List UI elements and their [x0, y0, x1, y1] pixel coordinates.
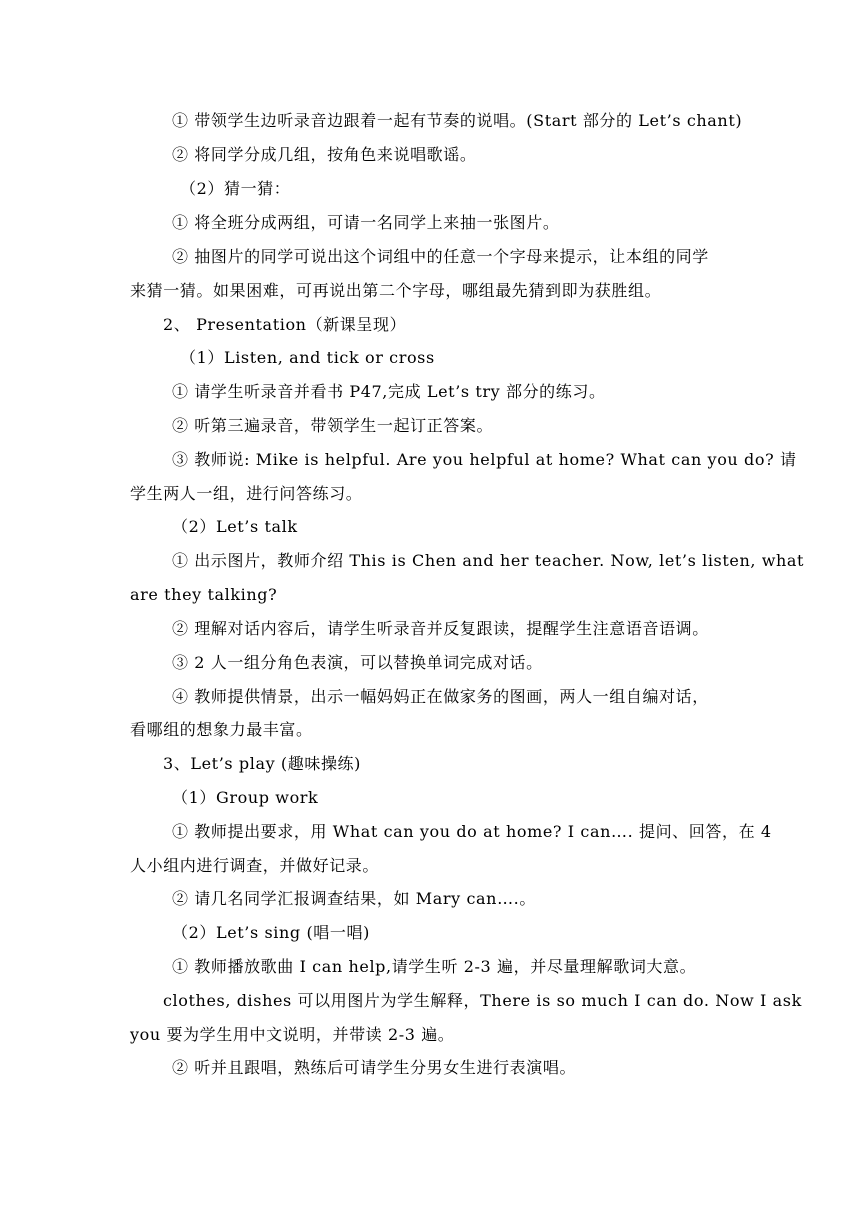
- text-line: ② 请几名同学汇报调查结果，如 Mary can….。: [172, 889, 536, 908]
- text-line: 人小组内进行调查，并做好记录。: [130, 856, 380, 875]
- text-line: 看哪组的想象力最丰富。: [130, 720, 313, 739]
- text-line: ③ 教师说: Mike is helpful. Are you helpful at home? What can you do? 请: [172, 450, 797, 469]
- text-line: （2）Let’s sing (唱一唱): [172, 923, 370, 942]
- text-line: （1）Listen, and tick or cross: [180, 348, 435, 367]
- text-line: ② 抽图片的同学可说出这个词组中的任意一个字母来提示，让本组的同学: [172, 247, 709, 266]
- text-line: ① 出示图片，教师介绍 This is Chen and her teacher. Now, let’s listen, what: [172, 551, 805, 570]
- text-line: are they talking?: [130, 585, 278, 604]
- text-line: clothes, dishes 可以用图片为学生解释，There is so much I can do. Now I ask: [163, 991, 802, 1010]
- text-line: ② 听第三遍录音，带领学生一起订正答案。: [172, 416, 494, 435]
- text-line: ① 教师播放歌曲 I can help,请学生听 2-3 遍，并尽量理解歌词大意。: [172, 957, 697, 976]
- text-line: ③ 2 人一组分角色表演，可以替换单词完成对话。: [172, 653, 543, 672]
- text-line: ② 理解对话内容后，请学生听录音并反复跟读，提醒学生注意语音语调。: [172, 619, 709, 638]
- section-heading: 2、 Presentation（新课呈现）: [163, 315, 407, 334]
- text-line: ④ 教师提供情景，出示一幅妈妈正在做家务的图画，两人一组自编对话，: [172, 687, 709, 706]
- text-line: （2）猜一猜：: [180, 179, 291, 198]
- text-line: you 要为学生用中文说明，并带读 2-3 遍。: [130, 1025, 455, 1044]
- text-line: ① 教师提出要求，用 What can you do at home? I can…. 提问、回答，在 4: [172, 822, 772, 841]
- text-line: 学生两人一组，进行问答练习。: [130, 484, 363, 503]
- text-line: （2）Let’s talk: [172, 517, 298, 536]
- text-line: ② 将同学分成几组，按角色来说唱歌谣。: [172, 145, 477, 164]
- text-line: ① 带领学生边听录音边跟着一起有节奏的说唱。(Start 部分的 Let’s chant): [172, 111, 743, 130]
- text-line: ② 听并且跟唱，熟练后可请学生分男女生进行表演唱。: [172, 1058, 577, 1077]
- text-line: ① 请学生听录音并看书 P47,完成 Let’s try 部分的练习。: [172, 382, 606, 401]
- text-line: （1）Group work: [172, 788, 319, 807]
- text-line: 来猜一猜。如果困难，可再说出第二个字母，哪组最先猜到即为获胜组。: [130, 281, 662, 300]
- text-line: ① 将全班分成两组，可请一名同学上来抽一张图片。: [172, 213, 560, 232]
- section-heading: 3、Let’s play (趣味操练): [163, 754, 361, 773]
